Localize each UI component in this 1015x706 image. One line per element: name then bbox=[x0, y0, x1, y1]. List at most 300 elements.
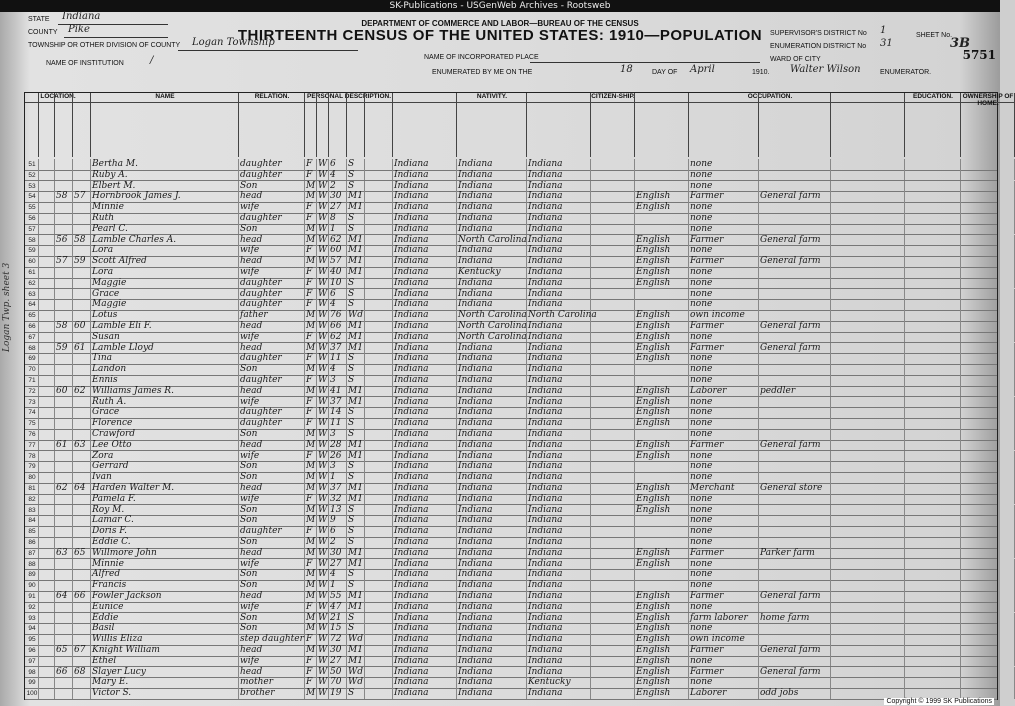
cell-age: 41 bbox=[329, 386, 347, 397]
cell-ln: 84 bbox=[25, 515, 39, 526]
cell-ind: General farm bbox=[759, 645, 831, 656]
cell-occ: own income bbox=[689, 634, 759, 645]
cell-ln: 67 bbox=[25, 332, 39, 343]
cell-ind: General farm bbox=[759, 235, 831, 246]
cell-own bbox=[961, 375, 1015, 386]
cell-x2 bbox=[831, 526, 905, 537]
cell-bf: Indiana bbox=[457, 440, 527, 451]
cell-edu bbox=[905, 548, 961, 559]
cell-sex: M bbox=[306, 569, 316, 580]
cell-lang: English bbox=[635, 559, 689, 570]
cell-f: 58 bbox=[73, 235, 91, 246]
cell-lang bbox=[635, 224, 689, 235]
cell-age: 6 bbox=[329, 159, 347, 170]
cell-cit bbox=[591, 235, 635, 246]
cell-ind: Parker farm bbox=[759, 548, 831, 559]
cell-rel: head bbox=[239, 321, 305, 332]
stamp-number: 5751 bbox=[962, 48, 996, 62]
cell-b: Indiana bbox=[393, 407, 457, 418]
column-header bbox=[329, 93, 347, 157]
cell-age: 30 bbox=[329, 548, 347, 559]
cell-b: Indiana bbox=[393, 623, 457, 634]
cell-occ: none bbox=[689, 267, 759, 278]
cell-street bbox=[39, 613, 55, 624]
institution-label: NAME OF INSTITUTION bbox=[46, 60, 124, 67]
cell-edu bbox=[905, 353, 961, 364]
cell-own bbox=[961, 397, 1015, 408]
cell-name: Williams James R. bbox=[91, 386, 239, 397]
cell-ind bbox=[759, 505, 831, 516]
cell-sex: M bbox=[306, 645, 316, 655]
cell-race: W bbox=[318, 202, 328, 213]
cell-sex: F bbox=[305, 667, 317, 678]
cell-street bbox=[39, 483, 55, 494]
cell-race: W bbox=[318, 655, 328, 666]
cell-occ: none bbox=[689, 375, 759, 386]
cell-street bbox=[39, 181, 55, 192]
cell-name: Francis bbox=[91, 580, 239, 591]
cell-age: 3 bbox=[329, 461, 347, 472]
cell-edu bbox=[905, 278, 961, 289]
cell-occ: none bbox=[689, 515, 759, 526]
cell-sex: M bbox=[306, 429, 316, 439]
cell-age: 57 bbox=[329, 256, 347, 267]
column-header bbox=[527, 93, 591, 157]
cell-ms: Wd bbox=[348, 634, 364, 645]
cell-ind bbox=[759, 515, 831, 526]
column-header bbox=[635, 93, 689, 157]
cell-ind bbox=[759, 559, 831, 570]
cell-own bbox=[961, 440, 1015, 451]
cell-edu bbox=[905, 580, 961, 591]
cell-ms: M1 bbox=[347, 386, 365, 397]
cell-own bbox=[961, 170, 1015, 181]
cell-lang: English bbox=[635, 688, 689, 699]
cell-bf: Indiana bbox=[457, 256, 527, 267]
cell-sex: F bbox=[305, 267, 317, 278]
cell-d bbox=[55, 375, 73, 386]
cell-f bbox=[73, 310, 91, 321]
cell-bf: Indiana bbox=[457, 505, 527, 516]
cell-age: 28 bbox=[329, 440, 347, 451]
township-value: Logan Township bbox=[192, 37, 275, 48]
cell-ln: 65 bbox=[25, 310, 39, 321]
cell-own bbox=[961, 472, 1015, 483]
cell-age: 60 bbox=[329, 245, 347, 256]
cell-occ: none bbox=[689, 623, 759, 634]
cell-ln: 60 bbox=[25, 256, 39, 267]
cell-lang bbox=[635, 375, 689, 386]
cell-cit bbox=[591, 181, 635, 192]
cell-bf: Indiana bbox=[457, 299, 527, 310]
cell-x2 bbox=[831, 353, 905, 364]
cell-x1 bbox=[365, 299, 393, 310]
cell-street bbox=[39, 494, 55, 505]
cell-cit bbox=[591, 332, 635, 343]
cell-ms: M1 bbox=[347, 256, 365, 267]
cell-bf: Indiana bbox=[457, 494, 527, 505]
cell-f: 66 bbox=[73, 591, 91, 602]
cell-f bbox=[73, 224, 91, 235]
cell-bf: North Carolina bbox=[458, 234, 527, 245]
cell-ind bbox=[759, 461, 831, 472]
cell-bf: Indiana bbox=[457, 656, 527, 667]
cell-race: W bbox=[318, 407, 328, 418]
cell-rel: daughter bbox=[239, 407, 305, 418]
cell-bm: Indiana bbox=[527, 623, 591, 634]
cell-x1 bbox=[365, 613, 393, 624]
cell-race: W bbox=[318, 159, 328, 169]
column-header bbox=[365, 93, 393, 157]
cell-ms: M1 bbox=[347, 559, 365, 570]
column-header bbox=[457, 93, 527, 157]
cell-ms: S bbox=[347, 278, 365, 289]
cell-rel: daughter bbox=[239, 526, 305, 537]
cell-occ: farm laborer bbox=[689, 613, 759, 624]
cell-b: Indiana bbox=[393, 505, 457, 516]
cell-bm: Indiana bbox=[527, 591, 591, 602]
cell-lang: English bbox=[635, 353, 689, 364]
cell-street bbox=[39, 235, 55, 246]
cell-b: Indiana bbox=[393, 191, 457, 202]
cell-edu bbox=[905, 191, 961, 202]
cell-sex: M bbox=[306, 612, 316, 623]
cell-ms: M1 bbox=[347, 602, 365, 613]
cell-x1 bbox=[365, 451, 393, 462]
column-header bbox=[55, 93, 73, 157]
cell-name: Landon bbox=[91, 364, 239, 375]
cell-x2 bbox=[831, 375, 905, 386]
cell-x1 bbox=[365, 634, 393, 645]
cell-bm: Indiana bbox=[527, 159, 591, 170]
cell-edu bbox=[905, 170, 961, 181]
cell-x1 bbox=[365, 245, 393, 256]
cell-sex: M bbox=[306, 385, 316, 396]
cell-name: Willis Eliza bbox=[91, 634, 239, 645]
cell-b: Indiana bbox=[393, 494, 457, 505]
cell-cit bbox=[591, 515, 635, 526]
cell-lang: English bbox=[635, 451, 689, 462]
cell-street bbox=[39, 688, 55, 699]
cell-sex: F bbox=[305, 245, 317, 256]
cell-lang: English bbox=[635, 505, 689, 516]
cell-race: W bbox=[318, 223, 328, 234]
cell-race: W bbox=[318, 688, 328, 699]
cell-sex: F bbox=[305, 656, 317, 667]
cell-own bbox=[961, 299, 1015, 310]
cell-ind bbox=[759, 353, 831, 364]
cell-race: W bbox=[318, 537, 328, 547]
cell-rel: Son bbox=[239, 429, 305, 440]
cell-own bbox=[961, 580, 1015, 591]
cell-ln: 92 bbox=[25, 602, 39, 613]
cell-x1 bbox=[365, 289, 393, 300]
cell-bf: Indiana bbox=[457, 170, 527, 181]
cell-f bbox=[73, 526, 91, 537]
cell-ln: 96 bbox=[25, 645, 39, 656]
cell-name: Harden Walter M. bbox=[91, 483, 239, 494]
cell-own bbox=[961, 418, 1015, 429]
cell-lang bbox=[635, 364, 689, 375]
cell-name: Florence bbox=[91, 418, 239, 429]
cell-edu bbox=[905, 602, 961, 613]
cell-race: W bbox=[318, 504, 328, 515]
cell-ms: S bbox=[347, 407, 365, 418]
cell-name: Zora bbox=[91, 451, 239, 462]
cell-age: 4 bbox=[329, 170, 347, 181]
section-heading: NAME bbox=[91, 93, 239, 103]
cell-own bbox=[961, 591, 1015, 602]
cell-occ: none bbox=[689, 170, 759, 181]
cell-name: Ethel bbox=[91, 656, 239, 667]
cell-x1 bbox=[365, 623, 393, 634]
cell-bm: Indiana bbox=[527, 548, 591, 559]
cell-edu bbox=[905, 245, 961, 256]
cell-occ: none bbox=[689, 353, 759, 364]
cell-street bbox=[39, 569, 55, 580]
cell-street bbox=[39, 548, 55, 559]
cell-cit bbox=[591, 537, 635, 548]
cell-occ: none bbox=[689, 602, 759, 613]
cell-edu bbox=[905, 321, 961, 332]
cell-cit bbox=[591, 267, 635, 278]
cell-d bbox=[55, 559, 73, 570]
cell-bm: Indiana bbox=[527, 289, 591, 300]
cell-f bbox=[73, 245, 91, 256]
cell-cit bbox=[591, 213, 635, 224]
cell-race: W bbox=[318, 321, 328, 331]
cell-x1 bbox=[365, 548, 393, 559]
cell-lang: English bbox=[635, 634, 689, 645]
cell-ms: S bbox=[347, 364, 365, 375]
cell-bm: Indiana bbox=[527, 515, 591, 526]
cell-ln: 61 bbox=[25, 267, 39, 278]
cell-ln: 87 bbox=[25, 548, 39, 559]
cell-street bbox=[39, 472, 55, 483]
cell-x2 bbox=[831, 159, 905, 170]
cell-b: Indiana bbox=[393, 429, 457, 440]
cell-f bbox=[73, 353, 91, 364]
ward-label: WARD OF CITY bbox=[770, 56, 821, 63]
cell-bm: Indiana bbox=[527, 418, 591, 429]
cell-sex: F bbox=[305, 213, 317, 224]
cell-bf: Indiana bbox=[457, 461, 527, 472]
cell-name: Elbert M. bbox=[91, 181, 239, 192]
cell-b: Indiana bbox=[393, 688, 457, 699]
cell-b: Indiana bbox=[393, 267, 457, 278]
cell-ms: M1 bbox=[347, 645, 365, 656]
cell-ind bbox=[759, 267, 831, 278]
cell-ind: home farm bbox=[759, 613, 831, 624]
cell-ind bbox=[759, 245, 831, 256]
cell-own bbox=[961, 235, 1015, 246]
cell-rel: Son bbox=[239, 623, 305, 634]
cell-occ: none bbox=[689, 364, 759, 375]
cell-edu bbox=[905, 613, 961, 624]
cell-x2 bbox=[831, 386, 905, 397]
cell-x1 bbox=[365, 515, 393, 526]
cell-ln: 88 bbox=[25, 559, 39, 570]
cell-street bbox=[39, 677, 55, 688]
cell-lang bbox=[635, 429, 689, 440]
cell-edu bbox=[905, 559, 961, 570]
cell-bm: Indiana bbox=[527, 202, 591, 213]
cell-own bbox=[961, 494, 1015, 505]
cell-own bbox=[961, 256, 1015, 267]
cell-own bbox=[961, 569, 1015, 580]
margin-note: Logan Twp. sheet 3 bbox=[2, 262, 12, 352]
cell-ind bbox=[759, 451, 831, 462]
cell-f bbox=[73, 451, 91, 462]
cell-f bbox=[73, 332, 91, 343]
cell-d bbox=[55, 623, 73, 634]
cell-rel: wife bbox=[239, 267, 305, 278]
cell-sex: F bbox=[305, 353, 317, 364]
cell-d bbox=[55, 397, 73, 408]
cell-cit bbox=[591, 289, 635, 300]
cell-f bbox=[73, 472, 91, 483]
cell-edu bbox=[905, 440, 961, 451]
cell-f bbox=[73, 364, 91, 375]
county-value: Pike bbox=[68, 24, 90, 35]
cell-rel: Son bbox=[239, 613, 305, 624]
cell-lang: English bbox=[635, 440, 689, 451]
cell-ms: M1 bbox=[347, 343, 365, 354]
cell-bm: Indiana bbox=[527, 256, 591, 267]
cell-sex: M bbox=[306, 515, 316, 526]
cell-ln: 82 bbox=[25, 494, 39, 505]
cell-b: Indiana bbox=[393, 213, 457, 224]
cell-edu bbox=[905, 505, 961, 516]
cell-x2 bbox=[831, 559, 905, 570]
cell-d: 60 bbox=[55, 386, 73, 397]
cell-rel: daughter bbox=[239, 353, 305, 364]
cell-ms: M1 bbox=[347, 397, 365, 408]
cell-street bbox=[39, 397, 55, 408]
column-header bbox=[39, 93, 55, 157]
cell-b: Indiana bbox=[393, 645, 457, 656]
cell-cit bbox=[591, 526, 635, 537]
cell-f bbox=[73, 418, 91, 429]
cell-name: Lora bbox=[91, 245, 239, 256]
cell-edu bbox=[905, 159, 961, 170]
cell-ln: 86 bbox=[25, 537, 39, 548]
cell-street bbox=[39, 634, 55, 645]
cell-occ: none bbox=[689, 505, 759, 516]
cell-ms: S bbox=[347, 299, 365, 310]
cell-d: 65 bbox=[55, 645, 73, 656]
cell-x2 bbox=[831, 181, 905, 192]
cell-name: Hornbrook James J. bbox=[91, 191, 239, 202]
cell-cit bbox=[591, 397, 635, 408]
cell-b: Indiana bbox=[393, 537, 457, 548]
cell-rel: brother bbox=[239, 688, 305, 699]
cell-edu bbox=[905, 645, 961, 656]
cell-street bbox=[39, 245, 55, 256]
cell-x1 bbox=[365, 397, 393, 408]
cell-own bbox=[961, 667, 1015, 678]
cell-street bbox=[39, 537, 55, 548]
cell-cit bbox=[591, 364, 635, 375]
cell-occ: none bbox=[689, 461, 759, 472]
cell-edu bbox=[905, 310, 961, 321]
cell-rel: wife bbox=[239, 656, 305, 667]
cell-rel: daughter bbox=[239, 213, 305, 224]
cell-bf: Indiana bbox=[457, 677, 527, 688]
cell-rel: daughter bbox=[239, 159, 305, 170]
cell-race: W bbox=[318, 493, 328, 504]
cell-ln: 58 bbox=[25, 235, 39, 246]
cell-ln: 98 bbox=[25, 667, 39, 678]
cell-edu bbox=[905, 677, 961, 688]
cell-street bbox=[39, 667, 55, 678]
cell-x1 bbox=[365, 559, 393, 570]
cell-cit bbox=[591, 407, 635, 418]
cell-bm: Indiana bbox=[527, 451, 591, 462]
cell-b: Indiana bbox=[393, 613, 457, 624]
cell-own bbox=[961, 505, 1015, 516]
column-header bbox=[239, 93, 305, 157]
cell-x1 bbox=[365, 159, 393, 170]
cell-ind bbox=[759, 213, 831, 224]
cell-cit bbox=[591, 483, 635, 494]
cell-bm: Indiana bbox=[527, 688, 591, 699]
cell-street bbox=[39, 515, 55, 526]
cell-x1 bbox=[365, 418, 393, 429]
cell-x1 bbox=[365, 353, 393, 364]
cell-d bbox=[55, 526, 73, 537]
cell-own bbox=[961, 407, 1015, 418]
cell-sex: M bbox=[306, 537, 316, 547]
cell-lang: English bbox=[635, 623, 689, 634]
supervisor-label: SUPERVISOR'S DISTRICT No bbox=[770, 30, 867, 37]
cell-occ: none bbox=[689, 569, 759, 580]
cell-x2 bbox=[831, 213, 905, 224]
cell-occ: Farmer bbox=[689, 440, 759, 451]
cell-occ: none bbox=[689, 559, 759, 570]
cell-bm: Indiana bbox=[527, 429, 591, 440]
cell-own bbox=[961, 332, 1015, 343]
cell-bm: Indiana bbox=[527, 440, 591, 451]
cell-age: 4 bbox=[329, 299, 347, 310]
table-row bbox=[25, 688, 997, 700]
cell-age: 50 bbox=[329, 667, 347, 678]
cell-race: W bbox=[318, 601, 328, 612]
column-header bbox=[905, 93, 961, 157]
institution-value: / bbox=[150, 55, 154, 66]
cell-b: Indiana bbox=[393, 440, 457, 451]
cell-cit bbox=[591, 256, 635, 267]
cell-cit bbox=[591, 245, 635, 256]
cell-bf: Indiana bbox=[457, 472, 527, 483]
cell-ind bbox=[759, 224, 831, 235]
cell-b: Indiana bbox=[393, 667, 457, 678]
cell-x1 bbox=[365, 310, 393, 321]
cell-sex: M bbox=[306, 342, 316, 353]
cell-name: Ruby A. bbox=[91, 170, 239, 181]
cell-ind bbox=[759, 418, 831, 429]
cell-street bbox=[39, 332, 55, 343]
cell-rel: daughter bbox=[239, 375, 305, 386]
cell-street bbox=[39, 461, 55, 472]
cell-name: Grace bbox=[91, 407, 239, 418]
cell-x2 bbox=[831, 224, 905, 235]
sheet-value: 3B bbox=[950, 36, 971, 51]
cell-age: 15 bbox=[329, 623, 347, 634]
cell-bf: Indiana bbox=[457, 569, 527, 580]
cell-x2 bbox=[831, 505, 905, 516]
cell-edu bbox=[905, 364, 961, 375]
